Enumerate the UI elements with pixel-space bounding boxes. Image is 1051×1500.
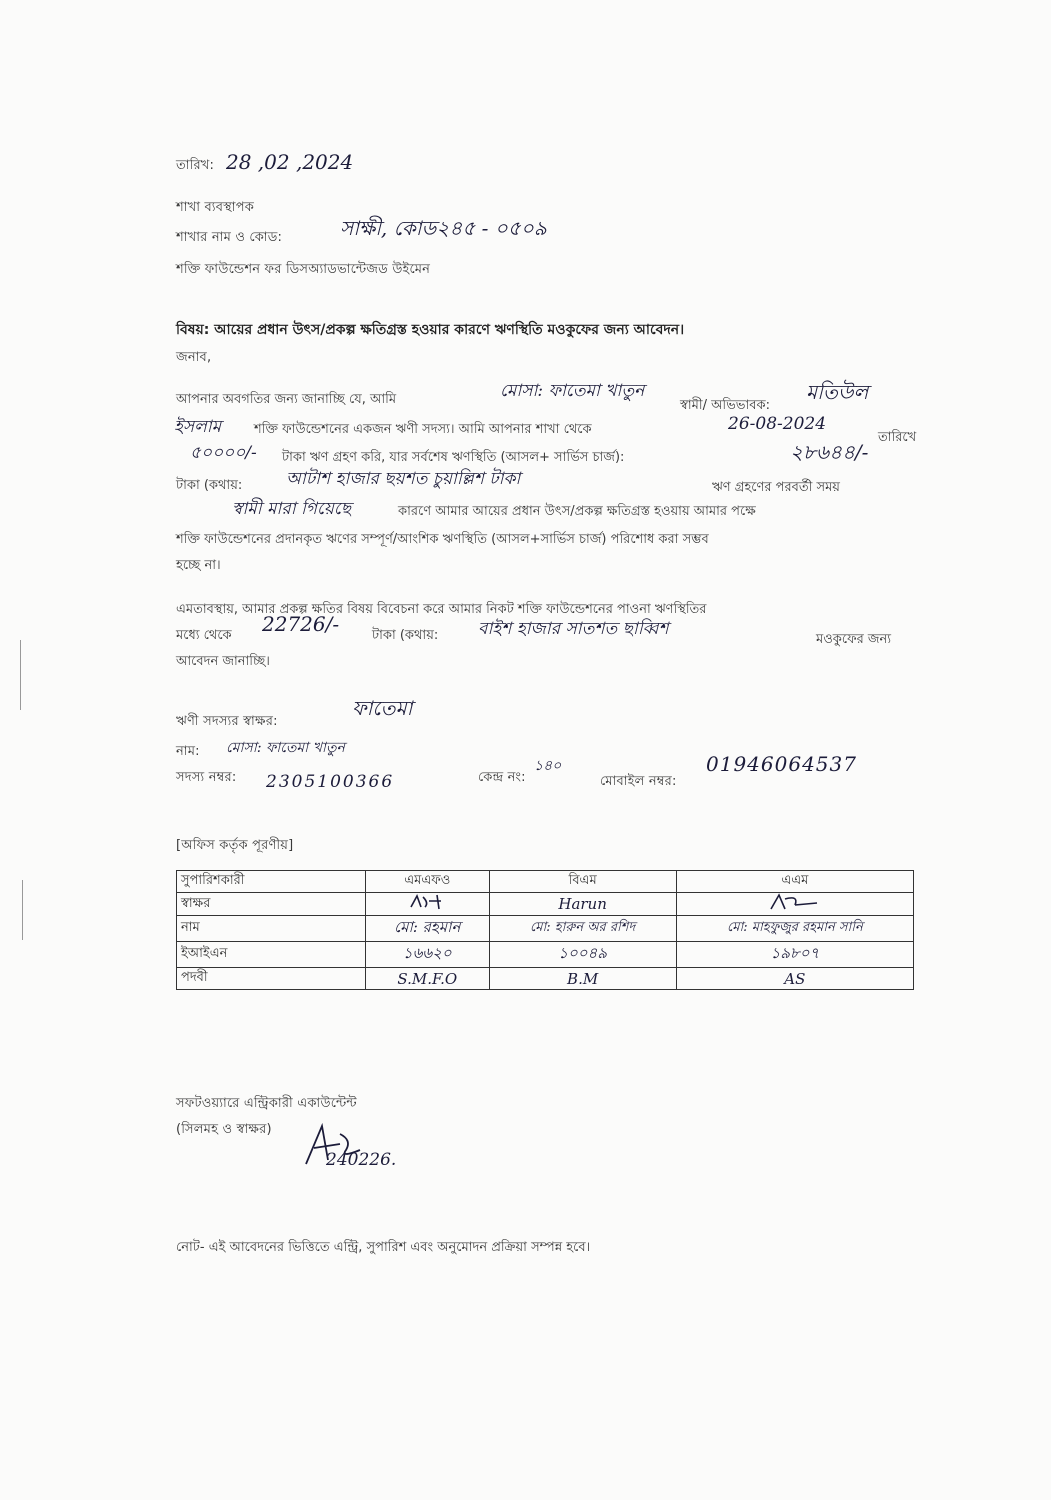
mfo-designation: S.M.F.O [366,968,490,990]
para1-text-e: টাকা ঋণ গ্রহণ করি, যার সর্বশেষ ঋণস্থিতি (আসল+ সার্ভিস চার্জ): [282,450,625,465]
reason-handwritten: স্বামী মারা গিয়েছে [232,499,352,519]
para1-text-c: শক্তি ফাউন্ডেশনের একজন ঋণী সদস্য। আমি আপনার শাখা থেকে [254,422,592,437]
bm-name: মো: হারুন অর রশিদ [489,916,676,942]
table-header-row [177,871,914,893]
office-heading: [অফিস কর্তৃক পূরণীয়] [176,838,294,853]
header-mfo: এমএফও [366,871,490,893]
member-signature: ফাতেমা [352,696,413,720]
header-am: এএম [676,871,913,893]
waiver-amount-handwritten: 22726/- [262,612,340,636]
table-row-ein [177,942,914,968]
para1-text-d: তারিখে [878,430,917,445]
branch-label: শাখার নাম ও কোড: [176,230,283,245]
para2-text-c: টাকা (কথায়: [372,628,439,643]
scan-edge-mark [22,880,23,940]
header-bm: বিএম [489,871,676,893]
accountant-sign-date: 240226. [326,1150,397,1170]
balance-in-words-handwritten: আটাশ হাজার ছয়শত চুয়াল্লিশ টাকা [286,469,521,489]
member-name-value: মোসা: ফাতেমা খাতুন [226,740,345,756]
para1-text-f: টাকা (কথায়: [176,478,243,493]
para1-text-g: ঋণ গ্রহণের পরবর্তী সময় [712,480,840,495]
para1-text-j: হচ্ছে না। [176,558,221,573]
accountant-line2: (সিলমহ ও স্বাক্ষর) [176,1122,272,1137]
branch-value: সাক্ষী, কোড২৪৫ - ০৫০৯ [340,216,547,240]
bm-designation: B.M [489,968,676,990]
footer-note: নোট- এই আবেদনের ভিত্তিতে এন্ট্রি, সুপারিশ এবং অনুমোদন প্রক্রিয়া সম্পন্ন হবে। [176,1240,591,1255]
row-label-name: নাম [177,916,366,942]
am-ein: ১৯৮০৭ [676,942,913,968]
applicant-name-handwritten: মোসা: ফাতেমা খাতুন [500,381,645,401]
salutation: জনাব, [176,350,212,365]
para1-text-b: স্বামী/ অভিভাবক: [680,398,770,413]
center-value: ১৪০ [534,758,562,774]
scan-edge-mark [20,640,21,710]
table-row-designation [177,968,914,990]
bm-ein: ১০০৪৯ [489,942,676,968]
member-number-label: সদস্য নম্বর: [176,770,237,785]
loan-amount-handwritten: ৫০০০০/- [190,443,257,463]
recommendation-table [176,870,914,990]
subject-line: বিষয়: আয়ের প্রধান উৎস/প্রকল্প ক্ষতিগ্রস্ত হওয়ার কারণে ঋণস্থিতি মওকুফের জন্য আবেদন। [176,322,685,338]
mfo-ein: ১৬৬২০ [366,942,490,968]
am-signature-mark [765,893,825,911]
mfo-signature-mark [407,893,447,911]
table-row-name [177,916,914,942]
guardian-handwritten: মতিউল [806,380,869,404]
para1-text-a: আপনার অবগতির জন্য জানাচ্ছি যে, আমি [176,392,397,407]
accountant-line1: সফটওয়্যারে এন্ট্রিকারী একাউন্টেন্ট [176,1096,357,1111]
row-label-designation: পদবী [177,968,366,990]
para1-text-h: কারণে আমার আয়ের প্রধান উৎস/প্রকল্প ক্ষতিগ্রস্ত হওয়ায় আমার পক্ষে [398,504,756,519]
para2-text-a: এমতাবস্থায়, আমার প্রকল্প ক্ষতির বিষয় বিবেচনা করে আমার নিকট শক্তি ফাউন্ডেশনের পাওনা ঋণস্থিতির [176,602,707,617]
para2-text-d: মওকুফের জন্য [816,632,892,647]
balance-handwritten: ২৮৬৪৪/- [790,440,869,464]
loan-date-handwritten: 26-08-2024 [728,414,827,434]
mobile-label: মোবাইল নম্বর: [600,774,677,789]
member-name-label: নাম: [176,744,200,759]
member-number-value: 2305100366 [266,772,395,792]
member-sign-label: ঋণী সদস্যর স্বাক্ষর: [176,714,278,729]
am-name: মো: মাহফুজুর রহমান সানি [676,916,913,942]
table-row-signature [177,893,914,916]
row-label-signature: স্বাক্ষর [177,893,366,916]
waiver-in-words-handwritten: বাইশ হাজার সাতশত ছাব্বিশ [478,619,669,639]
date-value: 28 ,02 ,2024 [226,150,354,174]
para2-text-b: মধ্যে থেকে [176,628,232,643]
date-label: তারিখ: [176,158,215,173]
guardian-surname-handwritten: ইসলাম [174,417,222,437]
mobile-value: 01946064537 [706,752,857,776]
bm-signature: Harun [489,893,676,916]
am-signature [676,893,913,916]
row-label-ein: ইআইএন [177,942,366,968]
manager-label: শাখা ব্যবস্থাপক [176,200,255,215]
mfo-name: মো: রহমান [366,916,490,942]
para1-text-i: শক্তি ফাউন্ডেশনের প্রদানকৃত ঋণের সম্পূর্ণ/আংশিক ঋণস্থিতি (আসল+সার্ভিস চার্জ) পরিশোধ করা সম্ভব [176,532,709,547]
mfo-signature [366,893,490,916]
header-recommender: সুপারিশকারী [177,871,366,893]
center-label: কেন্দ্র নং: [478,770,526,785]
para2-text-e: আবেদন জানাচ্ছি। [176,654,270,669]
org-line: শক্তি ফাউন্ডেশন ফর ডিসঅ্যাডভান্টেজড উইমেন [176,262,431,277]
am-designation: AS [676,968,913,990]
